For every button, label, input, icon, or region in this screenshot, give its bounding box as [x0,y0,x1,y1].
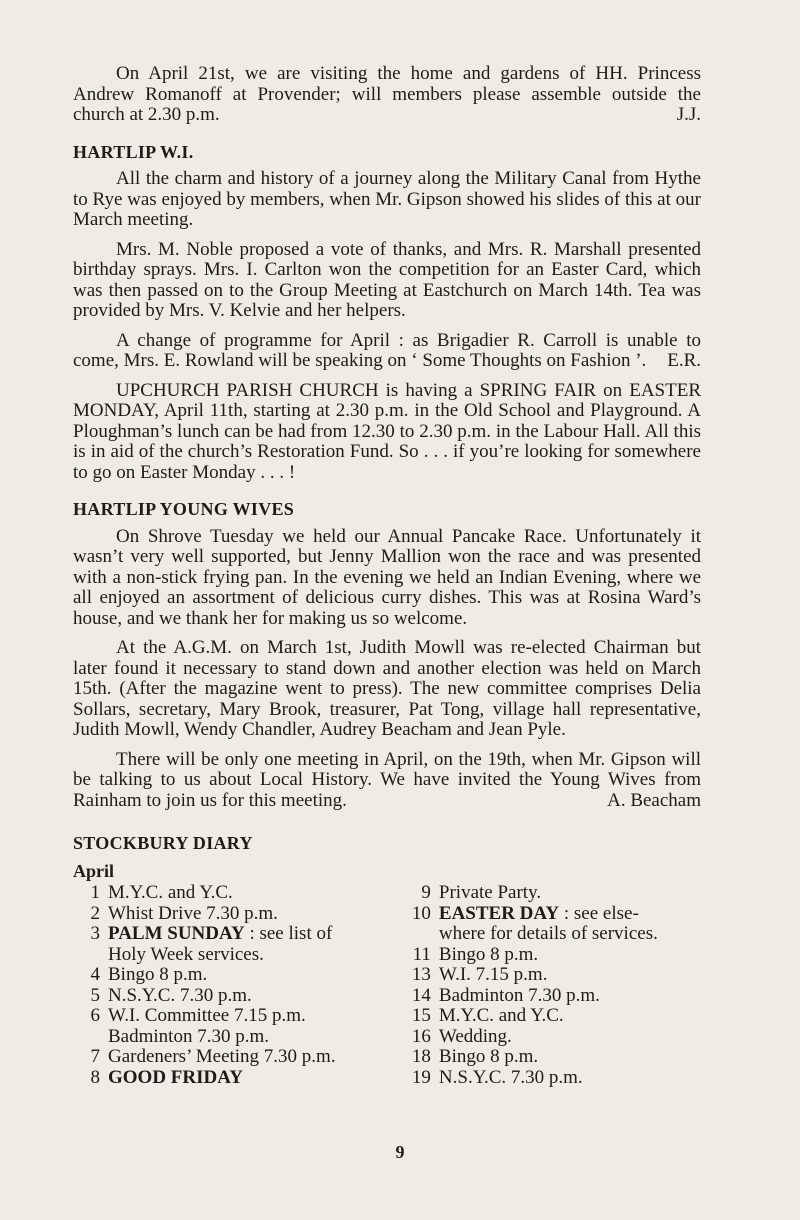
diary-entry [404,1068,701,1089]
diary-entry [404,965,701,986]
diary-day: 14 [411,984,431,1006]
diary-day: 4 [90,964,100,985]
diary-day: 2 [90,902,100,924]
diary-day: 9 [421,882,431,903]
diary-entry [73,986,390,1007]
diary-entry [404,1006,701,1027]
diary-text: Bingo 8 p.m. [438,943,539,965]
young-wives-signature: A. Beacham [607,789,701,811]
diary-text: M.Y.C. and Y.C. [108,882,233,903]
young-wives-paragraph-2: At the A.G.M. on March 1st, Judith Mowll was re-elected Chairman but later found it necessary to stand down and another election was held on March 15th. (After the magazine went to press). The new committee comprises Delia Sollars, secretary, Mary Brook, treasurer, Pat Tong, village hall representative, Judith Mowll, Wendy Chandler, Audrey Beacham and Jean Pyle. [73,637,701,740]
diary-text: Holy Week services. [108,943,264,965]
upchurch-spring-fair-paragraph: UPCHURCH PARISH CHURCH is having a SPRING FAIR on EASTER MONDAY, April 11th, starting at 2.30 p.m. in the Old School and Playground. A Ploughman’s lunch can be had from 12.30 to 2.30 p.m. in the Labour Hall. All this is in aid of the church’s Restoration Fund. So . . . if you’re looking for somewhere to go on Easter Monday . . . ! [73,379,701,483]
hartlip-wi-paragraph-2: Mrs. M. Noble proposed a vote of thanks, and Mrs. R. Marshall presented birthday sprays. Mrs. I. Carlton won the competition for an Easter Card, which was then passed on to the Group Meeting at Eastchurch on March 14th. Tea was provided by Mrs. V. Kelvie and her helpers. [73,238,701,321]
hartlip-wi-paragraph-3-text: A change of programme for April : as Brigadier R. Carroll is unable to come, Mrs. E. Rowland will be speaking on ‘ Some Thoughts on Fashion ’. [73,329,701,371]
diary-day: 15 [411,1005,431,1026]
diary-text: Bingo 8 p.m. [438,1046,539,1067]
diary-day [73,1027,108,1048]
intro-signature: J.J. [676,104,701,125]
diary-left-column [73,883,390,1088]
diary-text: W.I. 7.15 p.m. [438,964,548,985]
diary-entry [404,904,701,925]
diary-list [73,883,701,1088]
diary-day: 5 [90,984,100,1006]
diary-day: 8 [90,1066,100,1088]
diary-day: 19 [411,1066,431,1088]
intro-paragraph [73,64,701,126]
hartlip-wi-paragraph-3 [73,331,701,372]
diary-text: EASTER DAY : see else- [438,902,639,924]
diary-text: Gardeners’ Meeting 7.30 p.m. [108,1046,336,1067]
diary-entry [73,904,390,925]
diary-day: 16 [411,1025,431,1047]
diary-text: M.Y.C. and Y.C. [438,1005,564,1026]
intro-text: On April 21st, we are visiting the home and gardens of HH. Princess Andrew Romanoff at Provender; will members please assemble outside the church at 2.30 p.m. [73,63,701,125]
diary-text: Whist Drive 7.30 p.m. [108,902,278,924]
diary-day: 10 [411,902,431,924]
diary-right-column [404,883,701,1088]
stockbury-diary-heading: STOCKBURY DIARY [73,833,253,853]
diary-entry [404,924,701,945]
diary-entry [404,945,701,966]
diary-text: Private Party. [438,882,542,903]
hartlip-wi-heading: HARTLIP W.I. [73,141,194,162]
diary-day: 1 [90,882,100,903]
diary-entry [73,965,390,986]
diary-text: W.I. Committee 7.15 p.m. [108,1005,306,1026]
diary-day: 7 [90,1046,100,1067]
diary-day [73,945,108,966]
diary-entry [73,883,390,904]
diary-day: 6 [90,1005,100,1026]
diary-month: April [73,860,115,881]
diary-text: N.S.Y.C. 7.30 p.m. [108,984,252,1006]
diary-entry [73,1006,390,1027]
diary-text: PALM SUNDAY : see list of [108,923,333,944]
young-wives-paragraph-1: On Shrove Tuesday we held our Annual Pancake Race. Unfortunately it wasn’t very well supported, but Jenny Mallion won the race and was presented with a non-stick frying pan. In the evening we held an Indian Evening, where we all enjoyed an assortment of delicious curry dishes. This was at Rosina Ward’s house, and we thank her for making us so welcome. [73,525,701,629]
diary-text: GOOD FRIDAY [108,1066,243,1088]
diary-text: Badminton 7.30 p.m. [108,1025,269,1047]
diary-day: 18 [411,1046,431,1067]
diary-entry [73,945,390,966]
diary-entry [404,986,701,1007]
page-number: 9 [395,1142,405,1162]
diary-entry [73,924,390,945]
diary-entry [73,1027,390,1048]
page-content [73,64,701,1088]
young-wives-paragraph-3-text: There will be only one meeting in April, on the 19th, when Mr. Gipson will be talking to us about Local History. We have invited the Young Wives from Rainham to join us for this meeting. [73,748,701,811]
diary-text: Wedding. [438,1025,512,1047]
diary-text: where for details of services. [438,923,658,944]
diary-entry [73,1047,390,1068]
hartlip-wi-paragraph-1: All the charm and history of a journey along the Military Canal from Hythe to Rye was enjoyed by members, when Mr. Gipson showed his slides of this at our March meeting. [73,168,701,230]
diary-entry [404,1047,701,1068]
diary-text: Bingo 8 p.m. [108,964,208,985]
diary-day: 11 [412,943,431,965]
diary-day [404,924,439,945]
diary-day: 3 [90,923,100,944]
diary-entry [404,1027,701,1048]
diary-entry [73,1068,390,1089]
diary-entry [404,883,701,904]
diary-text: Badminton 7.30 p.m. [438,984,600,1006]
hartlip-wi-signature: E.R. [667,350,701,371]
young-wives-paragraph-3 [73,750,701,812]
diary-text: N.S.Y.C. 7.30 p.m. [438,1066,583,1088]
diary-day: 13 [411,964,431,985]
young-wives-heading: HARTLIP YOUNG WIVES [73,499,295,519]
